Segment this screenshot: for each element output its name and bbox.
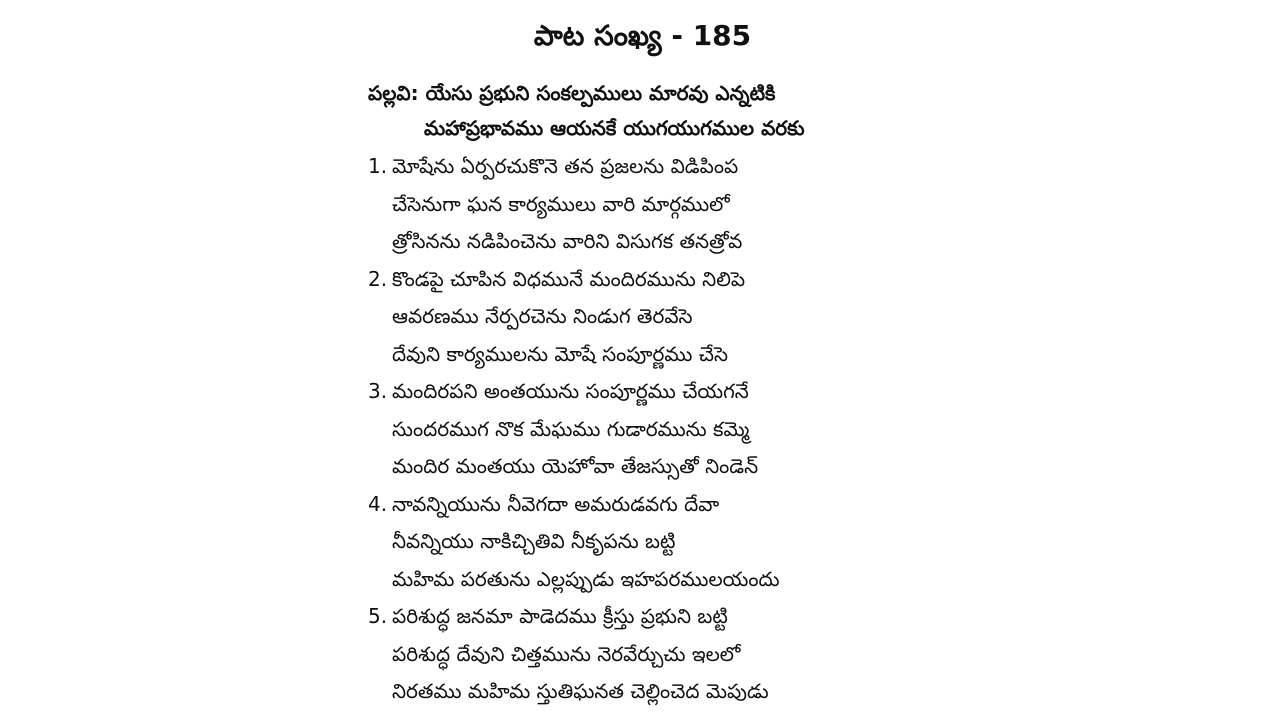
stanza-line: దేవుని కార్యములను మోషే సంపూర్ణము చేసె: [392, 341, 729, 366]
stanza-line: నీవన్నియు నాకిచ్చితివి నీకృపను బట్టి: [392, 529, 676, 553]
stanza-line: [368, 148, 1128, 186]
stanza-line: నిరతము మహిమ స్తుతిఘనత చెల్లించెద మెపుడు: [392, 679, 769, 703]
pallavi-refrain: [368, 76, 1068, 146]
stanza-number: 4.: [368, 491, 388, 516]
pallavi-line-1: పల్లవి: యేసు ప్రభుని సంకల్పములు మారవు ఎన్నటికి: [368, 81, 776, 105]
stanza-number: 2.: [368, 266, 388, 291]
stanza-4: [368, 486, 1128, 599]
stanza-number: 3.: [368, 379, 388, 403]
stanza-line: మహిమ పరతును ఎల్లప్పుడు ఇహపరములయందు: [392, 566, 780, 591]
stanza-text: కొండపై చూపిన విధమునే మందిరమును నిలిపె: [392, 266, 746, 291]
stanza-text: మోషేను ఏర్పరచుకొనె తన ప్రజలను విడిపింప: [392, 154, 739, 178]
stanza-line: త్రోసినను నడిపించెను వారిని విసుగక తనత్రోవ: [392, 229, 743, 253]
stanza-line: చేసెనుగా ఘన కార్యములు వారి మార్గములో: [392, 191, 730, 216]
pallavi-line-2: మహాప్రభావము ఆయనకే యుగయుగముల వరకు: [424, 116, 805, 140]
stanza-text: నావన్నియును నీవెగదా అమరుడవగు దేవా: [392, 491, 720, 516]
stanza-5: [368, 598, 1128, 711]
stanza-2: [368, 261, 1128, 374]
stanza-line: సుందరముగ నొక మేఘము గుడారమును కమ్మె: [392, 416, 750, 441]
stanza-text: మందిరపని అంతయును సంపూర్ణము చేయగనే: [392, 379, 749, 403]
stanza-line: [368, 486, 1128, 524]
stanza-3: [368, 373, 1128, 486]
stanza-line: [368, 261, 1128, 299]
stanza-1: [368, 148, 1128, 261]
stanza-line: [368, 373, 1128, 411]
stanza-line: [368, 598, 1128, 636]
stanza-line: మందిర మంతయు యెహోవా తేజస్సుతో నిండెన్: [392, 454, 759, 478]
stanza-text: పరిశుద్ధ జనమా పాడెదము క్రీస్తు ప్రభుని బట్టి: [392, 604, 728, 628]
song-title: పాట సంఖ్య - 185: [533, 19, 752, 52]
stanza-line: ఆవరణము నేర్పరచెను నిండుగ తెరవేసె: [392, 304, 693, 328]
stanza-number: 5.: [368, 604, 388, 628]
stanza-list: [368, 148, 1128, 711]
stanza-number: 1.: [368, 154, 388, 178]
stanza-line: పరిశుద్ధ దేవుని చిత్తమును నెరవేర్చుచు ఇలలో: [392, 641, 741, 666]
